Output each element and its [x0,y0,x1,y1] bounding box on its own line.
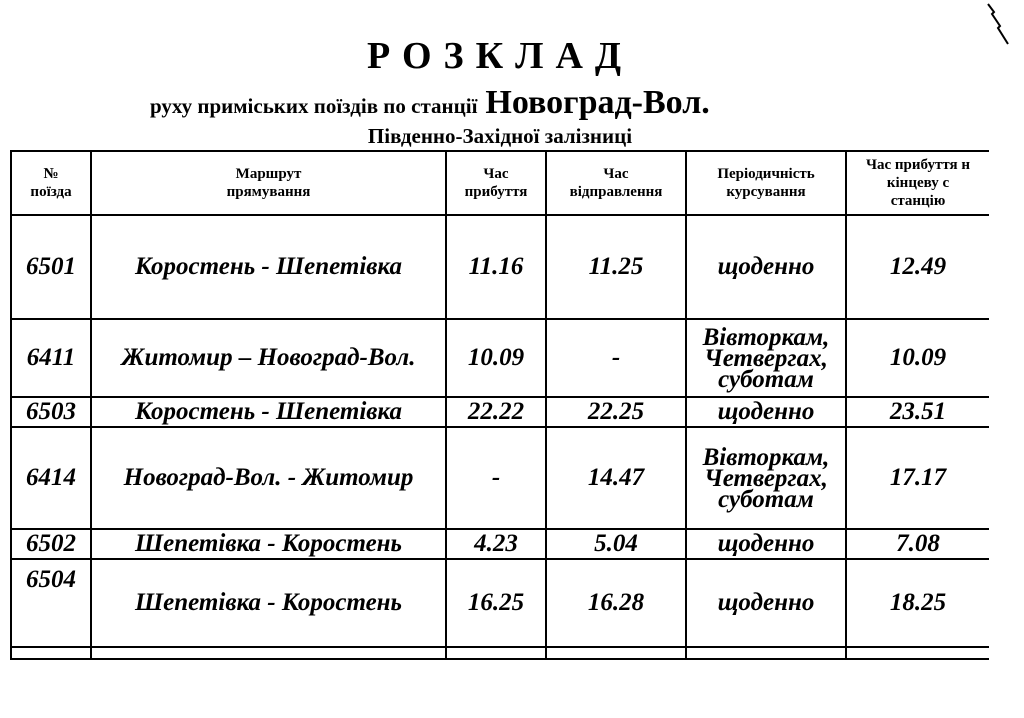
train-number: 6504 [11,559,91,647]
arrival-time: 22.22 [446,397,546,427]
route: Шепетівка - Коростень [91,529,446,559]
table-header-row [11,151,989,215]
empty-cell [11,647,91,659]
departure-time: 22.25 [546,397,686,427]
header-label: станцію [890,193,946,209]
empty-cell [546,647,686,659]
header-train-number [11,151,91,215]
pen-mark-icon [986,2,1010,46]
empty-cell [686,647,846,659]
header-label: прибуття [464,184,528,200]
header-arrival [446,151,546,215]
train-number: 6502 [11,529,91,559]
frequency: щоденно [686,215,846,319]
frequency: щоденно [686,529,846,559]
empty-cell [446,647,546,659]
final-arrival-time: 10.09 [846,319,989,397]
frequency-line: Вівторкам, [702,443,830,471]
schedule-table [10,150,989,660]
departure-time: - [546,319,686,397]
arrival-time: 16.25 [446,559,546,647]
final-arrival-time: 18.25 [846,559,989,647]
header-label: відправлення [569,184,663,200]
frequency-line: Четвергах, [704,344,828,372]
frequency-line: суботам [718,485,814,513]
train-number: 6411 [11,319,91,397]
arrival-time: 4.23 [446,529,546,559]
header-label: поїзда [30,184,72,200]
arrival-time: - [446,427,546,529]
table-row [11,529,989,559]
header-final-arrival [846,151,989,215]
header-departure [546,151,686,215]
frequency-line: Четвергах, [704,464,828,492]
subtitle-prefix: руху приміських поїздів по станції [150,94,478,118]
train-number: 6501 [11,215,91,319]
header-label: Періодичність [717,166,815,182]
header-label: прямування [226,184,311,200]
route: Новоград-Вол. - Житомир [91,427,446,529]
table-row [11,559,989,647]
arrival-time: 10.09 [446,319,546,397]
header-label: курсування [726,184,806,200]
final-arrival-time: 12.49 [846,215,989,319]
subtitle [150,84,710,122]
header-label: № [43,166,59,182]
frequency [686,319,846,397]
table-row [11,215,989,319]
table-row [11,427,989,529]
table-row [11,319,989,397]
table-row-empty [11,647,989,659]
train-number: 6414 [11,427,91,529]
header-label: кінцеву с [886,175,950,191]
final-arrival-time: 17.17 [846,427,989,529]
final-arrival-time: 23.51 [846,397,989,427]
header-label: Час прибуття н [865,157,971,173]
departure-time: 5.04 [546,529,686,559]
header-frequency [686,151,846,215]
header-label: Час [483,166,509,182]
frequency-line: суботам [718,365,814,393]
page-title: РОЗКЛАД [366,35,634,77]
route: Коростень - Шепетівка [91,215,446,319]
empty-cell [846,647,989,659]
frequency [686,427,846,529]
frequency: щоденно [686,397,846,427]
railway-name: Південно-Західної залізниці [367,124,633,148]
table-row [11,397,989,427]
departure-time: 14.47 [546,427,686,529]
route: Коростень - Шепетівка [91,397,446,427]
arrival-time: 11.16 [446,215,546,319]
train-number: 6503 [11,397,91,427]
header-label: Маршрут [235,166,302,182]
final-arrival-time: 7.08 [846,529,989,559]
header-route [91,151,446,215]
header-label: Час [603,166,629,182]
frequency: щоденно [686,559,846,647]
station-name: Новоград-Вол. [485,84,710,121]
empty-cell [91,647,446,659]
route: Житомир – Новоград-Вол. [91,319,446,397]
departure-time: 11.25 [546,215,686,319]
route: Шепетівка - Коростень [91,559,446,647]
frequency-line: Вівторкам, [702,323,830,351]
departure-time: 16.28 [546,559,686,647]
